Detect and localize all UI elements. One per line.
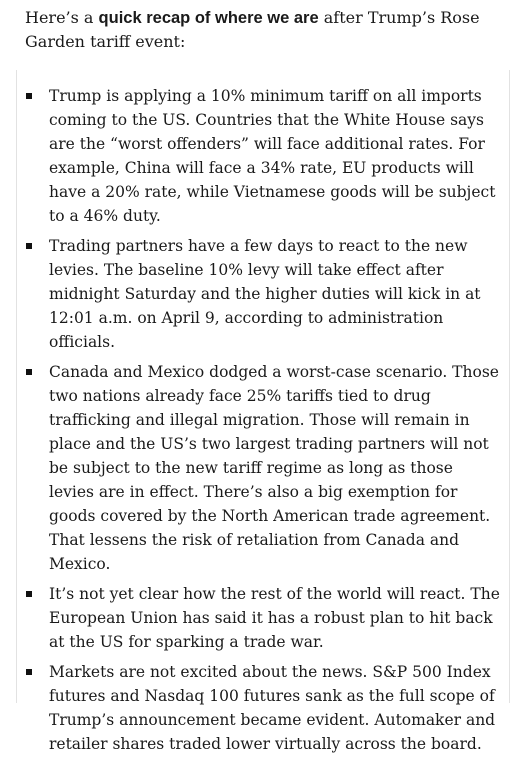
square-bullet-icon [26, 591, 32, 597]
square-bullet-icon [26, 243, 32, 249]
list-item [17, 84, 509, 228]
intro-bold-phrase: quick recap of where we are [98, 9, 319, 27]
intro-paragraph [25, 6, 510, 54]
square-bullet-icon [26, 669, 32, 675]
list-item [17, 360, 509, 576]
list-item-text: Trump is applying a 10% minimum tariff on all imports coming to the US. Countries that the White House says are the “worst offenders” will face additional rates. For example, China will face a 34% rate, EU products will have a 20% rate, while Vietnamese goods will be subject to a 46% duty. [49, 87, 496, 225]
list-item-text: Canada and Mexico dodged a worst-case scenario. Those two nations already face 25% tariffs tied to drug trafficking and illegal migration. Those will remain in place and the US’s two largest trading partners will not be subject to the new tariff regime as long as those levies are in effect. There’s also a big exemption for goods covered by the North American trade agreement. That lessens the risk of retaliation from Canada and Mexico. [49, 363, 499, 573]
list-item [17, 660, 509, 756]
list-item-text: Trading partners have a few days to react to the new levies. The baseline 10% levy will take effect after midnight Saturday and the higher duties will kick in at 12:01 a.m. on April 9, according to administration officials. [49, 237, 481, 351]
square-bullet-icon [26, 369, 32, 375]
list-item-text: It’s not yet clear how the rest of the world will react. The European Union has said it has a robust plan to hit back at the US for sparking a trade war. [49, 585, 500, 651]
list-item-text: Markets are not excited about the news. S&P 500 Index futures and Nasdaq 100 futures sank as the full scope of Trump’s announcement became evident. Automaker and retailer shares traded lower virtually across the board. [49, 663, 496, 753]
list-item [17, 234, 509, 354]
recap-list [17, 84, 509, 762]
square-bullet-icon [26, 93, 32, 99]
list-item [17, 582, 509, 654]
recap-list-box [16, 70, 510, 753]
intro-prefix: Here’s a [25, 8, 99, 27]
intro-suffix: after Trump’s Rose Garden tariff event: [25, 8, 480, 51]
